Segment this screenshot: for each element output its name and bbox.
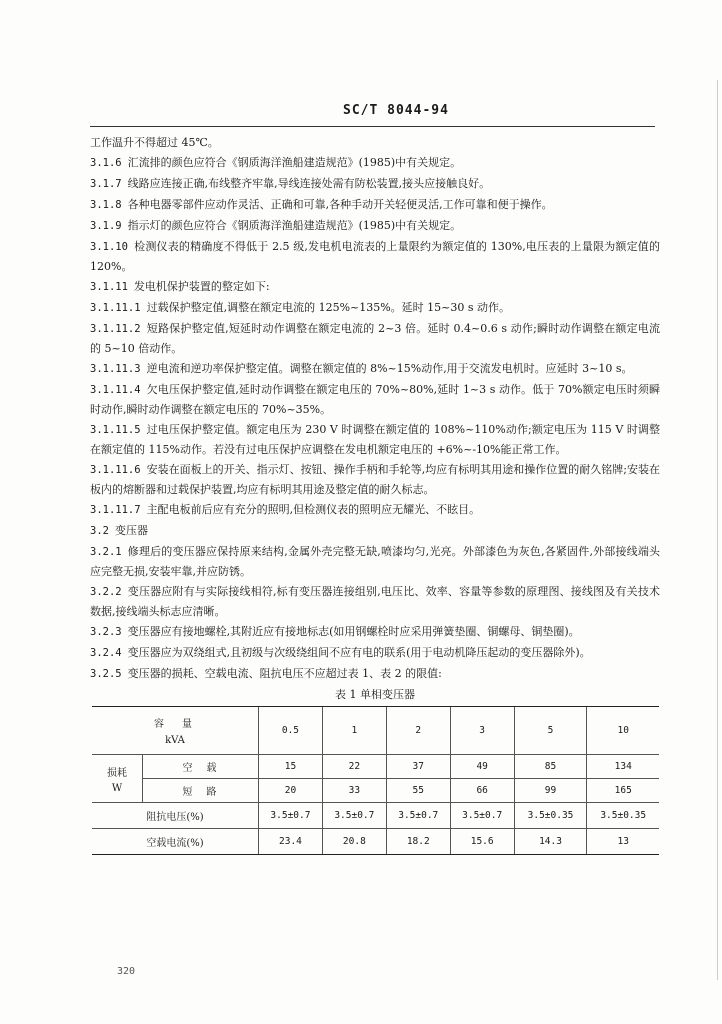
clause-text: 汇流排的颜色应符合《钢质海洋渔船建造规范》(1985)中有关规定。 [127,156,462,169]
table-cell: 18.2 [386,829,450,855]
clause-text: 检测仪表的精确度不得低于 2.5 级,发电机电流表的上量限约为额定值的 130%,电压表的上量限为额定值的 120%。 [90,240,660,273]
clause-number: 3.1.10 [90,241,128,253]
clause-paragraph [90,460,660,499]
clause-text: 指示灯的颜色应符合《钢质海洋渔船建造规范》(1985)中有关规定。 [127,219,462,232]
table-cell: 3.5±0.7 [322,803,386,829]
table-cell: 3.5±0.7 [450,803,514,829]
clause-paragraph [90,319,660,358]
clause-number: 3.2.5 [90,668,122,680]
table-cell: 22 [322,755,386,779]
clause-number: 3.1.11.7 [90,504,141,516]
document-body [90,133,660,855]
clause-paragraph [90,359,660,379]
clause-number: 3.2.1 [90,546,122,558]
clause-paragraph [90,664,660,684]
loss-unit: W [111,782,123,794]
clause-number: 3.1.11.1 [90,302,141,314]
table-cell: 3.5±0.35 [587,803,659,829]
capacity-cell: 10 [587,707,659,755]
clause-paragraph [90,420,660,459]
clause-paragraph [90,643,660,663]
clause-number: 3.1.9 [90,220,122,232]
clause-paragraph [90,380,660,419]
paragraph-list [90,133,660,684]
clause-number: 3.1.11.3 [90,363,141,375]
row-label: 短 路 [143,779,259,803]
clause-paragraph [90,622,660,642]
clause-number: 3.1.11.5 [90,424,141,436]
table-cell: 23.4 [259,829,323,855]
clause-text: 变压器 [114,524,148,537]
clause-paragraph [90,216,660,236]
capacity-cell: 2 [386,707,450,755]
clause-text: 发电机保护装置的整定如下: [133,280,270,293]
clause-paragraph [90,195,660,215]
loss-label: 损耗 [107,767,127,779]
clause-text: 逆电流和逆功率保护整定值。调整在额定值的 8%~15%动作,用于交流发电机时。应延时 3~10 s。 [146,362,633,375]
clause-paragraph [90,174,660,194]
header-rule [90,126,655,127]
table-cell: 3.5±0.7 [386,803,450,829]
table-cell: 14.3 [514,829,587,855]
row-label: 空载电流(%) [92,829,259,855]
table-caption: 表 1 单相变压器 [335,688,415,701]
loss-header-cell [92,755,143,803]
clause-number: 3.2.3 [90,626,122,638]
clause-text: 过电压保护整定值。额定电压为 230 V 时调整在额定值的 108%~110%动作;额定电压为 115 V 时调整在额定值的 115%动作。若没有过电压保护应调整在发电机额定电压的 +6%~-10%能正常工作。 [90,423,660,456]
clause-text: 变压器应附有与实际接线相符,标有变压器连接组别,电压比、效率、容量等参数的原理图、接线图及有关技术数据,接线端头标志应清晰。 [90,585,660,618]
table-cell: 85 [514,755,587,779]
clause-paragraph [90,277,660,297]
clause-paragraph [90,237,660,276]
clause-text: 欠电压保护整定值,延时动作调整在额定电压的 70%~80%,延时 1~3 s 动作。低于 70%额定电压时须瞬时动作,瞬时动作调整在额定电压的 70%~35%。 [90,383,660,416]
clause-number: 3.2 [90,525,109,537]
clause-paragraph [90,500,660,520]
table-cell: 37 [386,755,450,779]
capacity-header-cell [92,707,259,755]
table-cell: 49 [450,755,514,779]
clause-text: 变压器应为双绕组式,且初级与次级绕组间不应有电的联系(用于电动机降压起动的变压器除外)。 [127,646,591,659]
clause-number: 3.1.6 [90,157,122,169]
table-cell: 33 [322,779,386,803]
clause-paragraph [90,542,660,581]
clause-paragraph [90,153,660,173]
scan-edge-line [717,80,718,980]
clause-paragraph [90,133,660,152]
clause-text: 各种电器零部件应动作灵活、正确和可靠,各种手动开关轻便灵活,工作可靠和便于操作。 [127,198,553,211]
table-cell: 15.6 [450,829,514,855]
table-cell: 99 [514,779,587,803]
row-label: 空 载 [143,755,259,779]
clause-number: 3.1.11 [90,281,128,293]
clause-text: 工作温升不得超过 45℃。 [90,136,219,149]
clause-text: 变压器的损耗、空载电流、阻抗电压不应超过表 1、表 2 的限值: [127,667,442,680]
clause-text: 过载保护整定值,调整在额定电流的 125%~135%。延时 15~30 s 动作。 [146,301,511,314]
table-cell: 13 [587,829,659,855]
clause-number: 3.1.11.2 [90,323,141,335]
table-cell: 15 [259,755,323,779]
clause-number: 3.2.2 [90,586,122,598]
table-cell: 20 [259,779,323,803]
capacity-label: 容 量 [154,719,196,730]
page-number: 320 [117,966,136,977]
clause-number: 3.1.8 [90,199,122,211]
capacity-cell: 5 [514,707,587,755]
capacity-cell: 1 [322,707,386,755]
table-cell: 165 [587,779,659,803]
clause-text: 变压器应有接地螺栓,其附近应有接地标志(如用钢螺栓时应采用弹簧垫圈、铜螺母、铜垫圈)。 [127,625,580,638]
clause-paragraph [90,582,660,621]
clause-paragraph [90,298,660,318]
standard-code-header: SC/T 8044-94 [343,103,449,118]
row-label: 阻抗电压(%) [92,803,259,829]
clause-text: 主配电板前后应有充分的照明,但检测仪表的照明应无耀光、不眩目。 [146,503,481,516]
clause-text: 短路保护整定值,短延时动作调整在额定电流的 2~3 倍。延时 0.4~0.6 s 动作;瞬时动作调整在额定电流的 5~10 倍动作。 [90,322,660,355]
table-cell: 134 [587,755,659,779]
table-cell: 3.5±0.35 [514,803,587,829]
table-cell: 55 [386,779,450,803]
clause-number: 3.1.7 [90,178,122,190]
capacity-unit: kVA [165,735,185,746]
clause-text: 线路应连接正确,布线整齐牢靠,导线连接处需有防松装置,接头应接触良好。 [127,177,491,190]
transformer-spec-table [92,706,659,855]
capacity-cell: 3 [450,707,514,755]
clause-paragraph [90,521,660,541]
clause-text: 安装在面板上的开关、指示灯、按钮、操作手柄和手轮等,均应有标明其用途和操作位置的耐久铭牌;安装在板内的熔断器和过载保护装置,均应有标明其用途及整定值的耐久标志。 [90,463,660,496]
table-cell: 20.8 [322,829,386,855]
table-cell: 3.5±0.7 [259,803,323,829]
clause-number: 3.1.11.6 [90,464,141,476]
clause-number: 3.2.4 [90,647,122,659]
clause-text: 修理后的变压器应保持原来结构,金属外壳完整无缺,喷漆均匀,光亮。外部漆色为灰色,各紧固件,外部接线端头应完整无损,安装牢靠,并应防锈。 [90,545,660,578]
capacity-cell: 0.5 [259,707,323,755]
table-cell: 66 [450,779,514,803]
clause-number: 3.1.11.4 [90,384,141,396]
